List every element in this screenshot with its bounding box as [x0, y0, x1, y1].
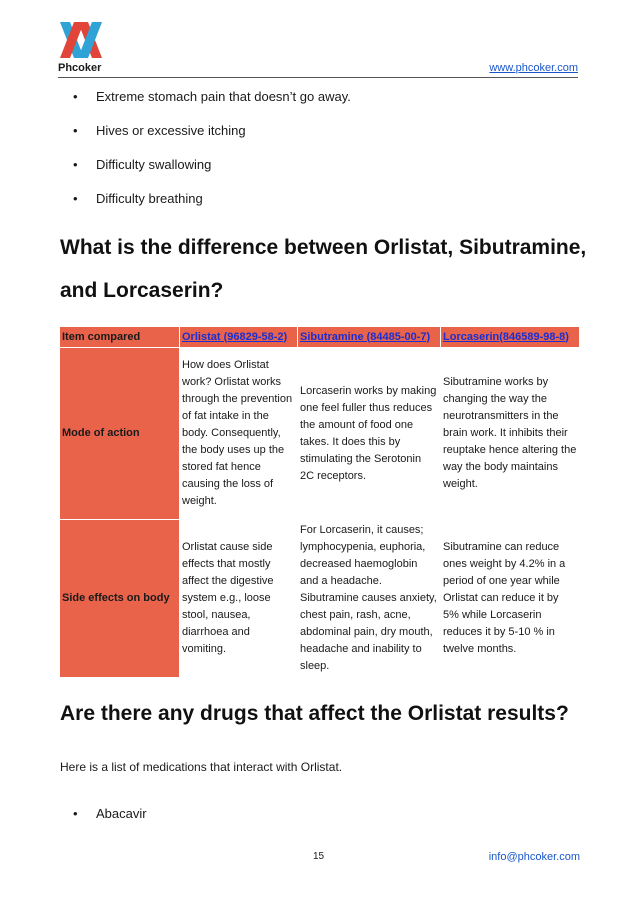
table-cell: Sibutramine can reduce ones weight by 4.2% in a period of one year while Orlistat can reduce it by 5% while Lorcaserin reduces it by 5-10 % in twelve months. [441, 520, 580, 678]
list-item: • Abacavir [60, 806, 147, 840]
table-cell: Lorcaserin works by making one feel fuller thus reduces the amount of food one takes. It does this by stimulating the Serotonin 2C receptors. [298, 348, 441, 520]
table-cell: For Lorcaserin, it causes; lymphocypenia, euphoria, decreased haemoglobin and a headache. Sibutramine causes anxiety, chest pain, rash, acne, abdominal pain, dry mouth, headache and inability to sleep. [298, 520, 441, 678]
list-item: • Difficulty breathing [60, 191, 351, 225]
column-header: Item compared [60, 327, 180, 348]
row-header: Mode of action [60, 348, 180, 520]
header-divider [58, 77, 578, 78]
column-header-link[interactable]: Sibutramine (84485-00-7) [298, 327, 441, 348]
table-cell: Sibutramine works by changing the way the neurotransmitters in the brain work. It inhibits their reuptake hence altering the way the body maintains weight. [441, 348, 580, 520]
website-link[interactable]: www.phcoker.com [489, 62, 578, 74]
brand-name: Phcoker [58, 62, 102, 74]
symptom-list [60, 89, 351, 225]
column-header-link[interactable]: Orlistat (96829-58-2) [180, 327, 298, 348]
table-cell: Orlistat cause side effects that mostly affect the digestive system e.g., loose stool, nausea, diarrhoea and vomiting. [180, 520, 298, 678]
row-header: Side effects on body [60, 520, 180, 678]
list-item: • Hives or excessive itching [60, 123, 351, 157]
page-number: 15 [313, 851, 325, 862]
intro-paragraph: Here is a list of medications that interact with Orlistat. [60, 760, 343, 774]
phcoker-logo [58, 20, 104, 60]
heading-line: and Lorcaserin? [60, 279, 224, 302]
table-row [60, 520, 580, 678]
email-link[interactable]: info@phcoker.com [488, 851, 580, 863]
comparison-table [59, 326, 580, 678]
list-item: • Difficulty swallowing [60, 157, 351, 191]
drug-list [60, 806, 147, 840]
list-item: • Extreme stomach pain that doesn’t go away. [60, 89, 351, 123]
table-header-row [60, 327, 580, 348]
table-row [60, 348, 580, 520]
section-heading-interactions: Are there any drugs that affect the Orlistat results? [60, 702, 569, 725]
column-header-link[interactable]: Lorcaserin(846589-98-8) [441, 327, 580, 348]
section-heading-comparison [60, 226, 600, 312]
table-cell: How does Orlistat work? Orlistat works through the prevention of fat intake in the body. Consequently, the body uses up the stored fat hence causing the loss of weight. [180, 348, 298, 520]
heading-line: What is the difference between Orlistat, Sibutramine, [60, 236, 587, 259]
